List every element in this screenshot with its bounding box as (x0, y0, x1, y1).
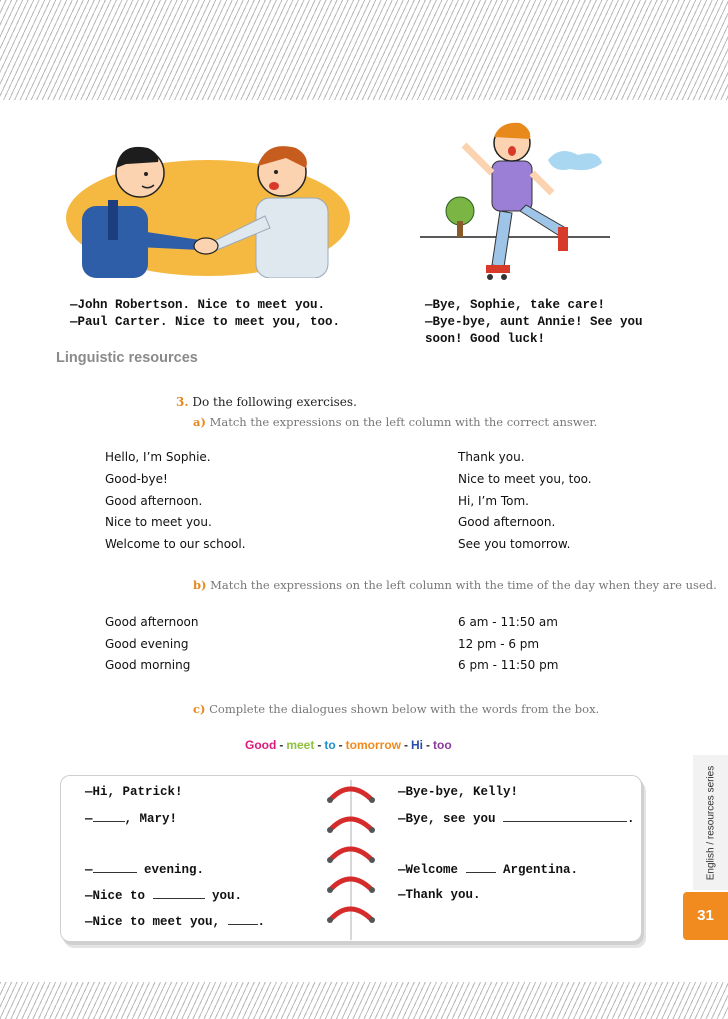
dialogue-text: —Hi, Patrick! (85, 785, 183, 799)
dialogue-line (85, 862, 204, 877)
caption-line: —Bye-bye, aunt Annie! See you (425, 315, 643, 329)
exercise-letter: a) (193, 415, 206, 429)
dialogue-line (85, 785, 183, 799)
word-separator: - (426, 738, 431, 752)
notebook-rings (322, 778, 382, 938)
exercise-instruction: Match the expressions on the left column with the time of the day when they are used. (210, 578, 717, 592)
blank-field[interactable] (93, 862, 137, 873)
word: meet (286, 738, 315, 752)
match-a-left-column (105, 447, 246, 556)
caption-line: —Bye, Sophie, take care! (425, 298, 606, 312)
roller-skating-girl-illustration (420, 115, 620, 290)
match-item: Good evening (105, 636, 189, 651)
match-item: Hi, I’m Tom. (458, 493, 529, 508)
page-number: 31 (697, 907, 714, 924)
match-item: 6 pm - 11:50 pm (458, 658, 559, 672)
dialogue-text: — (85, 863, 93, 877)
blank-field[interactable] (503, 811, 627, 822)
dialogue-text: —Bye, see you (398, 812, 504, 826)
dialogue-text: . (257, 915, 266, 929)
word: Hi (411, 738, 424, 752)
blank-field[interactable] (153, 888, 205, 899)
match-item: Good afternoon. (105, 493, 203, 508)
exercise-a-heading (193, 415, 597, 429)
match-item: Good morning (105, 658, 191, 672)
dialogue-line (398, 862, 578, 877)
word: Good (245, 738, 277, 752)
dialogue-line (398, 888, 481, 902)
section-heading: Linguistic resources (56, 350, 198, 366)
match-item: Good-bye! (105, 471, 168, 486)
caption-left (70, 297, 340, 331)
word: tomorrow (345, 738, 402, 752)
blank-field[interactable] (93, 811, 125, 822)
dialogue-line (398, 785, 518, 799)
dialogue-text: —Nice to (85, 889, 153, 903)
dialogue-text: Argentina. (495, 863, 579, 877)
match-b-left-column (105, 612, 199, 677)
match-item: Welcome to our school. (105, 537, 246, 552)
word: too (433, 738, 452, 752)
match-item: 12 pm - 6 pm (458, 636, 540, 651)
dialogue-text: —Welcome (398, 863, 466, 877)
dialogue-line (398, 811, 635, 826)
dialogue-text: you. (204, 889, 243, 903)
series-label-wrap (693, 755, 728, 890)
dialogue-line (85, 888, 242, 903)
word-box (245, 736, 452, 754)
exercise-letter: b) (193, 578, 207, 592)
caption-line: —John Robertson. Nice to meet you. (70, 298, 326, 312)
dialogue-text: — (85, 812, 93, 826)
handshake-illustration (60, 128, 360, 278)
exercise-b-heading (193, 578, 717, 592)
caption-right (425, 297, 643, 348)
exercise-3-heading (176, 395, 357, 409)
exercise-letter: c) (193, 702, 206, 716)
dialogue-text: , Mary! (124, 812, 178, 826)
match-item: Nice to meet you, too. (458, 471, 592, 486)
bottom-hatch-band (0, 982, 728, 1019)
dialogue-line (85, 811, 177, 826)
match-b-right-column (458, 612, 558, 677)
match-item: Good afternoon. (458, 515, 556, 530)
caption-line: soon! Good luck! (425, 332, 546, 346)
match-item: Hello, I’m Sophie. (105, 450, 211, 464)
match-item: Good afternoon (105, 615, 199, 629)
word-separator: - (404, 738, 409, 752)
match-a-right-column (458, 447, 592, 556)
exercise-c-heading (193, 702, 599, 716)
word: to (324, 738, 336, 752)
dialogue-text: —Nice to meet you, (85, 915, 228, 929)
exercise-instruction: Do the following exercises. (192, 395, 357, 409)
dialogue-text: . (627, 812, 635, 826)
match-item: Nice to meet you. (105, 515, 212, 530)
dialogue-line (85, 914, 265, 929)
word-separator: - (279, 738, 284, 752)
caption-line: —Paul Carter. Nice to meet you, too. (70, 315, 341, 329)
dialogue-text: evening. (136, 863, 205, 877)
dialogue-text: —Thank you. (398, 888, 481, 902)
word-separator: - (338, 738, 343, 752)
word-separator: - (317, 738, 322, 752)
series-label: English / resources series (705, 765, 716, 880)
match-item: See you tomorrow. (458, 537, 571, 552)
exercise-number: 3. (176, 395, 189, 409)
blank-field[interactable] (466, 862, 496, 873)
dialogue-text: —Bye-bye, Kelly! (398, 785, 519, 799)
exercise-instruction: Complete the dialogues shown below with the words from the box. (209, 702, 600, 716)
exercise-instruction: Match the expressions on the left column with the correct answer. (209, 415, 598, 429)
match-item: 6 am - 11:50 am (458, 615, 558, 629)
blank-field[interactable] (228, 914, 258, 925)
match-item: Thank you. (458, 450, 525, 464)
top-hatch-band (0, 0, 728, 100)
